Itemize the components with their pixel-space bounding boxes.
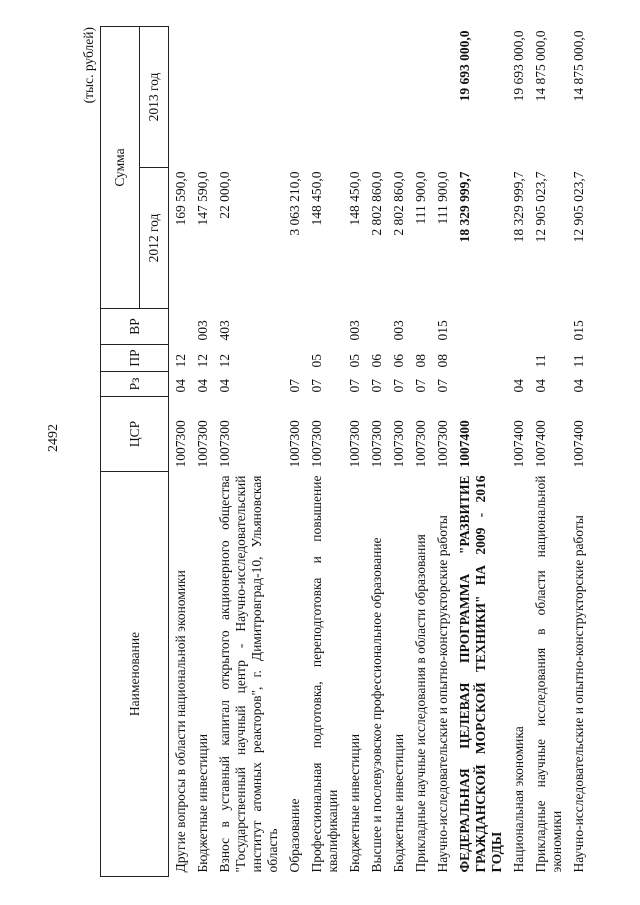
row-rz-cell: 07: [435, 379, 450, 393]
row-vr-cell: [169, 309, 193, 345]
row-name-cell: Образование: [287, 798, 302, 873]
row-sum-2013-cell: 14 875 000,0: [533, 30, 548, 102]
row-name-cell: Другие вопросы в области национальной экономики: [173, 570, 188, 873]
row-sum-2012-cell: 2 802 860,0: [369, 171, 384, 236]
row-name-cell: Прикладные научные исследования в области образования: [413, 534, 428, 873]
row-csr-cell: 1007300: [347, 420, 362, 468]
row-vr-cell: [306, 309, 344, 345]
row-name-cell: Высшее и послевузовское профессиональное образование: [369, 537, 384, 873]
header-year-2012: 2012 год: [140, 168, 169, 309]
row-vr-cell: [410, 309, 432, 345]
page-number: 2492: [46, 424, 61, 452]
row-vr-cell: [530, 309, 568, 345]
row-sum-2013-cell: [192, 26, 214, 167]
table-row: [508, 26, 530, 876]
row-rz-cell: 04: [511, 379, 526, 393]
row-sum-2013-cell: 19 693 000,0: [457, 30, 472, 102]
row-sum-2012-cell: 22 000,0: [217, 171, 232, 219]
row-sum-2013-cell: [214, 26, 284, 167]
row-sum-2013-cell: [284, 26, 306, 167]
table-body: [169, 26, 591, 876]
row-rz-cell: 04: [571, 379, 586, 393]
row-name-cell: ФЕДЕРАЛЬНАЯ ЦЕЛЕВАЯ ПРОГРАММА "РАЗВИТИЕ ГРАЖДАНСКОЙ МОРСКОЙ ТЕХНИКИ" НА 2009 - 2016 ГОДЫ: [457, 475, 504, 873]
row-sum-2012-cell: 148 450,0: [347, 171, 362, 226]
row-csr-cell: 1007400: [457, 420, 472, 468]
row-pr-cell: 05: [309, 354, 324, 368]
table-row: [192, 26, 214, 876]
row-csr-cell: 1007300: [173, 420, 188, 468]
row-name-cell: Национальная экономика: [511, 726, 526, 873]
row-rz-cell: 07: [391, 379, 406, 393]
row-csr-cell: 1007300: [195, 420, 210, 468]
row-sum-2013-cell: 19 693 000,0: [511, 30, 526, 102]
table-row: [214, 26, 284, 876]
header-year-2013: 2013 год: [140, 26, 169, 167]
row-vr-cell: [366, 309, 388, 345]
row-name-cell: Профессиональная подготовка, переподготовка и повышение квалификации: [309, 475, 340, 873]
row-sum-2013-cell: [366, 26, 388, 167]
table-row: [454, 26, 508, 876]
rotated-page-content: [80, 27, 588, 877]
table-row: [306, 26, 344, 876]
row-csr-cell: 1007300: [391, 420, 406, 468]
row-vr-cell: [454, 309, 508, 345]
row-name-cell: Взнос в уставный капитал открытого акционерного общества "Государственный научный центр - Научно-исследовательский институт атомных реакторов", г. Димитровград-10, Ульяновская область: [217, 475, 280, 873]
row-pr-cell: 11: [533, 354, 548, 368]
row-pr-cell: 06: [369, 354, 384, 368]
row-rz-cell: 04: [217, 379, 232, 393]
row-pr-cell: 05: [347, 354, 362, 368]
row-csr-cell: 1007300: [217, 420, 232, 468]
row-sum-2012-cell: 12 905 023,7: [533, 171, 548, 243]
row-rz-cell: 07: [413, 379, 428, 393]
table-row: [284, 26, 306, 876]
row-name-cell: Научно-исследовательские и опытно-конструкторские работы: [435, 515, 450, 873]
row-name-cell: Научно-исследовательские и опытно-конструкторские работы: [571, 515, 586, 873]
table-row: [432, 26, 454, 876]
row-vr-cell: 403: [217, 320, 232, 341]
row-vr-cell: 015: [435, 320, 450, 341]
units-label: (тыс. рублей): [81, 27, 96, 104]
row-pr-cell: [284, 345, 306, 372]
row-csr-cell: 1007400: [571, 420, 586, 468]
row-rz-cell: 04: [533, 379, 548, 393]
row-csr-cell: 1007400: [533, 420, 548, 468]
table-row: [366, 26, 388, 876]
row-sum-2013-cell: [306, 26, 344, 167]
table-row: [568, 26, 590, 876]
row-sum-2012-cell: 18 329 999,7: [511, 171, 526, 243]
row-csr-cell: 1007400: [511, 420, 526, 468]
row-vr-cell: [284, 309, 306, 345]
row-rz-cell: [454, 372, 508, 397]
row-vr-cell: [508, 309, 530, 345]
row-csr-cell: 1007300: [369, 420, 384, 468]
row-name-cell: Бюджетные инвестиции: [391, 733, 406, 873]
row-sum-2012-cell: 3 063 210,0: [287, 171, 302, 236]
row-pr-cell: 11: [571, 354, 586, 368]
header-rz: Рз: [101, 372, 169, 397]
row-rz-cell: 07: [287, 379, 302, 393]
row-sum-2013-cell: [388, 26, 410, 167]
row-sum-2012-cell: 147 590,0: [195, 171, 210, 226]
row-sum-2013-cell: [344, 26, 366, 167]
row-pr-cell: [454, 345, 508, 372]
budget-table: [100, 26, 590, 877]
row-vr-cell: 015: [571, 320, 586, 341]
header-vr: ВР: [101, 309, 169, 345]
header-csr: ЦСР: [101, 397, 169, 472]
row-pr-cell: 08: [435, 354, 450, 368]
header-name: Наименование: [101, 472, 169, 877]
row-pr-cell: 06: [391, 354, 406, 368]
row-rz-cell: 04: [173, 379, 188, 393]
row-sum-2013-cell: [432, 26, 454, 167]
row-sum-2013-cell: 14 875 000,0: [571, 30, 586, 102]
table-row: [169, 26, 193, 876]
header-pr: ПР: [101, 345, 169, 372]
table-row: [530, 26, 568, 876]
row-sum-2012-cell: 2 802 860,0: [391, 171, 406, 236]
row-sum-2012-cell: 111 900,0: [435, 171, 450, 225]
row-csr-cell: 1007300: [413, 420, 428, 468]
row-csr-cell: 1007300: [309, 420, 324, 468]
row-rz-cell: 07: [369, 379, 384, 393]
row-csr-cell: 1007300: [287, 420, 302, 468]
row-name-cell: Прикладные научные исследования в области национальной экономики: [533, 475, 564, 873]
row-sum-2013-cell: [169, 26, 193, 167]
row-sum-2012-cell: 148 450,0: [309, 171, 324, 226]
row-sum-2012-cell: 18 329 999,7: [457, 171, 472, 243]
row-csr-cell: 1007300: [435, 420, 450, 468]
table-row: [410, 26, 432, 876]
table-row: [388, 26, 410, 876]
row-vr-cell: 003: [391, 320, 406, 341]
row-sum-2012-cell: 169 590,0: [173, 171, 188, 226]
row-name-cell: Бюджетные инвестиции: [347, 733, 362, 873]
row-pr-cell: 12: [173, 354, 188, 368]
row-pr-cell: 12: [195, 354, 210, 368]
row-rz-cell: 07: [309, 379, 324, 393]
row-pr-cell: [508, 345, 530, 372]
row-sum-2012-cell: 12 905 023,7: [571, 171, 586, 243]
table-row: [344, 26, 366, 876]
row-pr-cell: 12: [217, 354, 232, 368]
row-vr-cell: 003: [347, 320, 362, 341]
row-vr-cell: 003: [195, 320, 210, 341]
row-rz-cell: 07: [347, 379, 362, 393]
row-pr-cell: 08: [413, 354, 428, 368]
row-name-cell: Бюджетные инвестиции: [195, 733, 210, 873]
row-rz-cell: 04: [195, 379, 210, 393]
row-sum-2013-cell: [410, 26, 432, 167]
header-sum: Сумма: [101, 26, 140, 308]
row-sum-2012-cell: 111 900,0: [413, 171, 428, 225]
